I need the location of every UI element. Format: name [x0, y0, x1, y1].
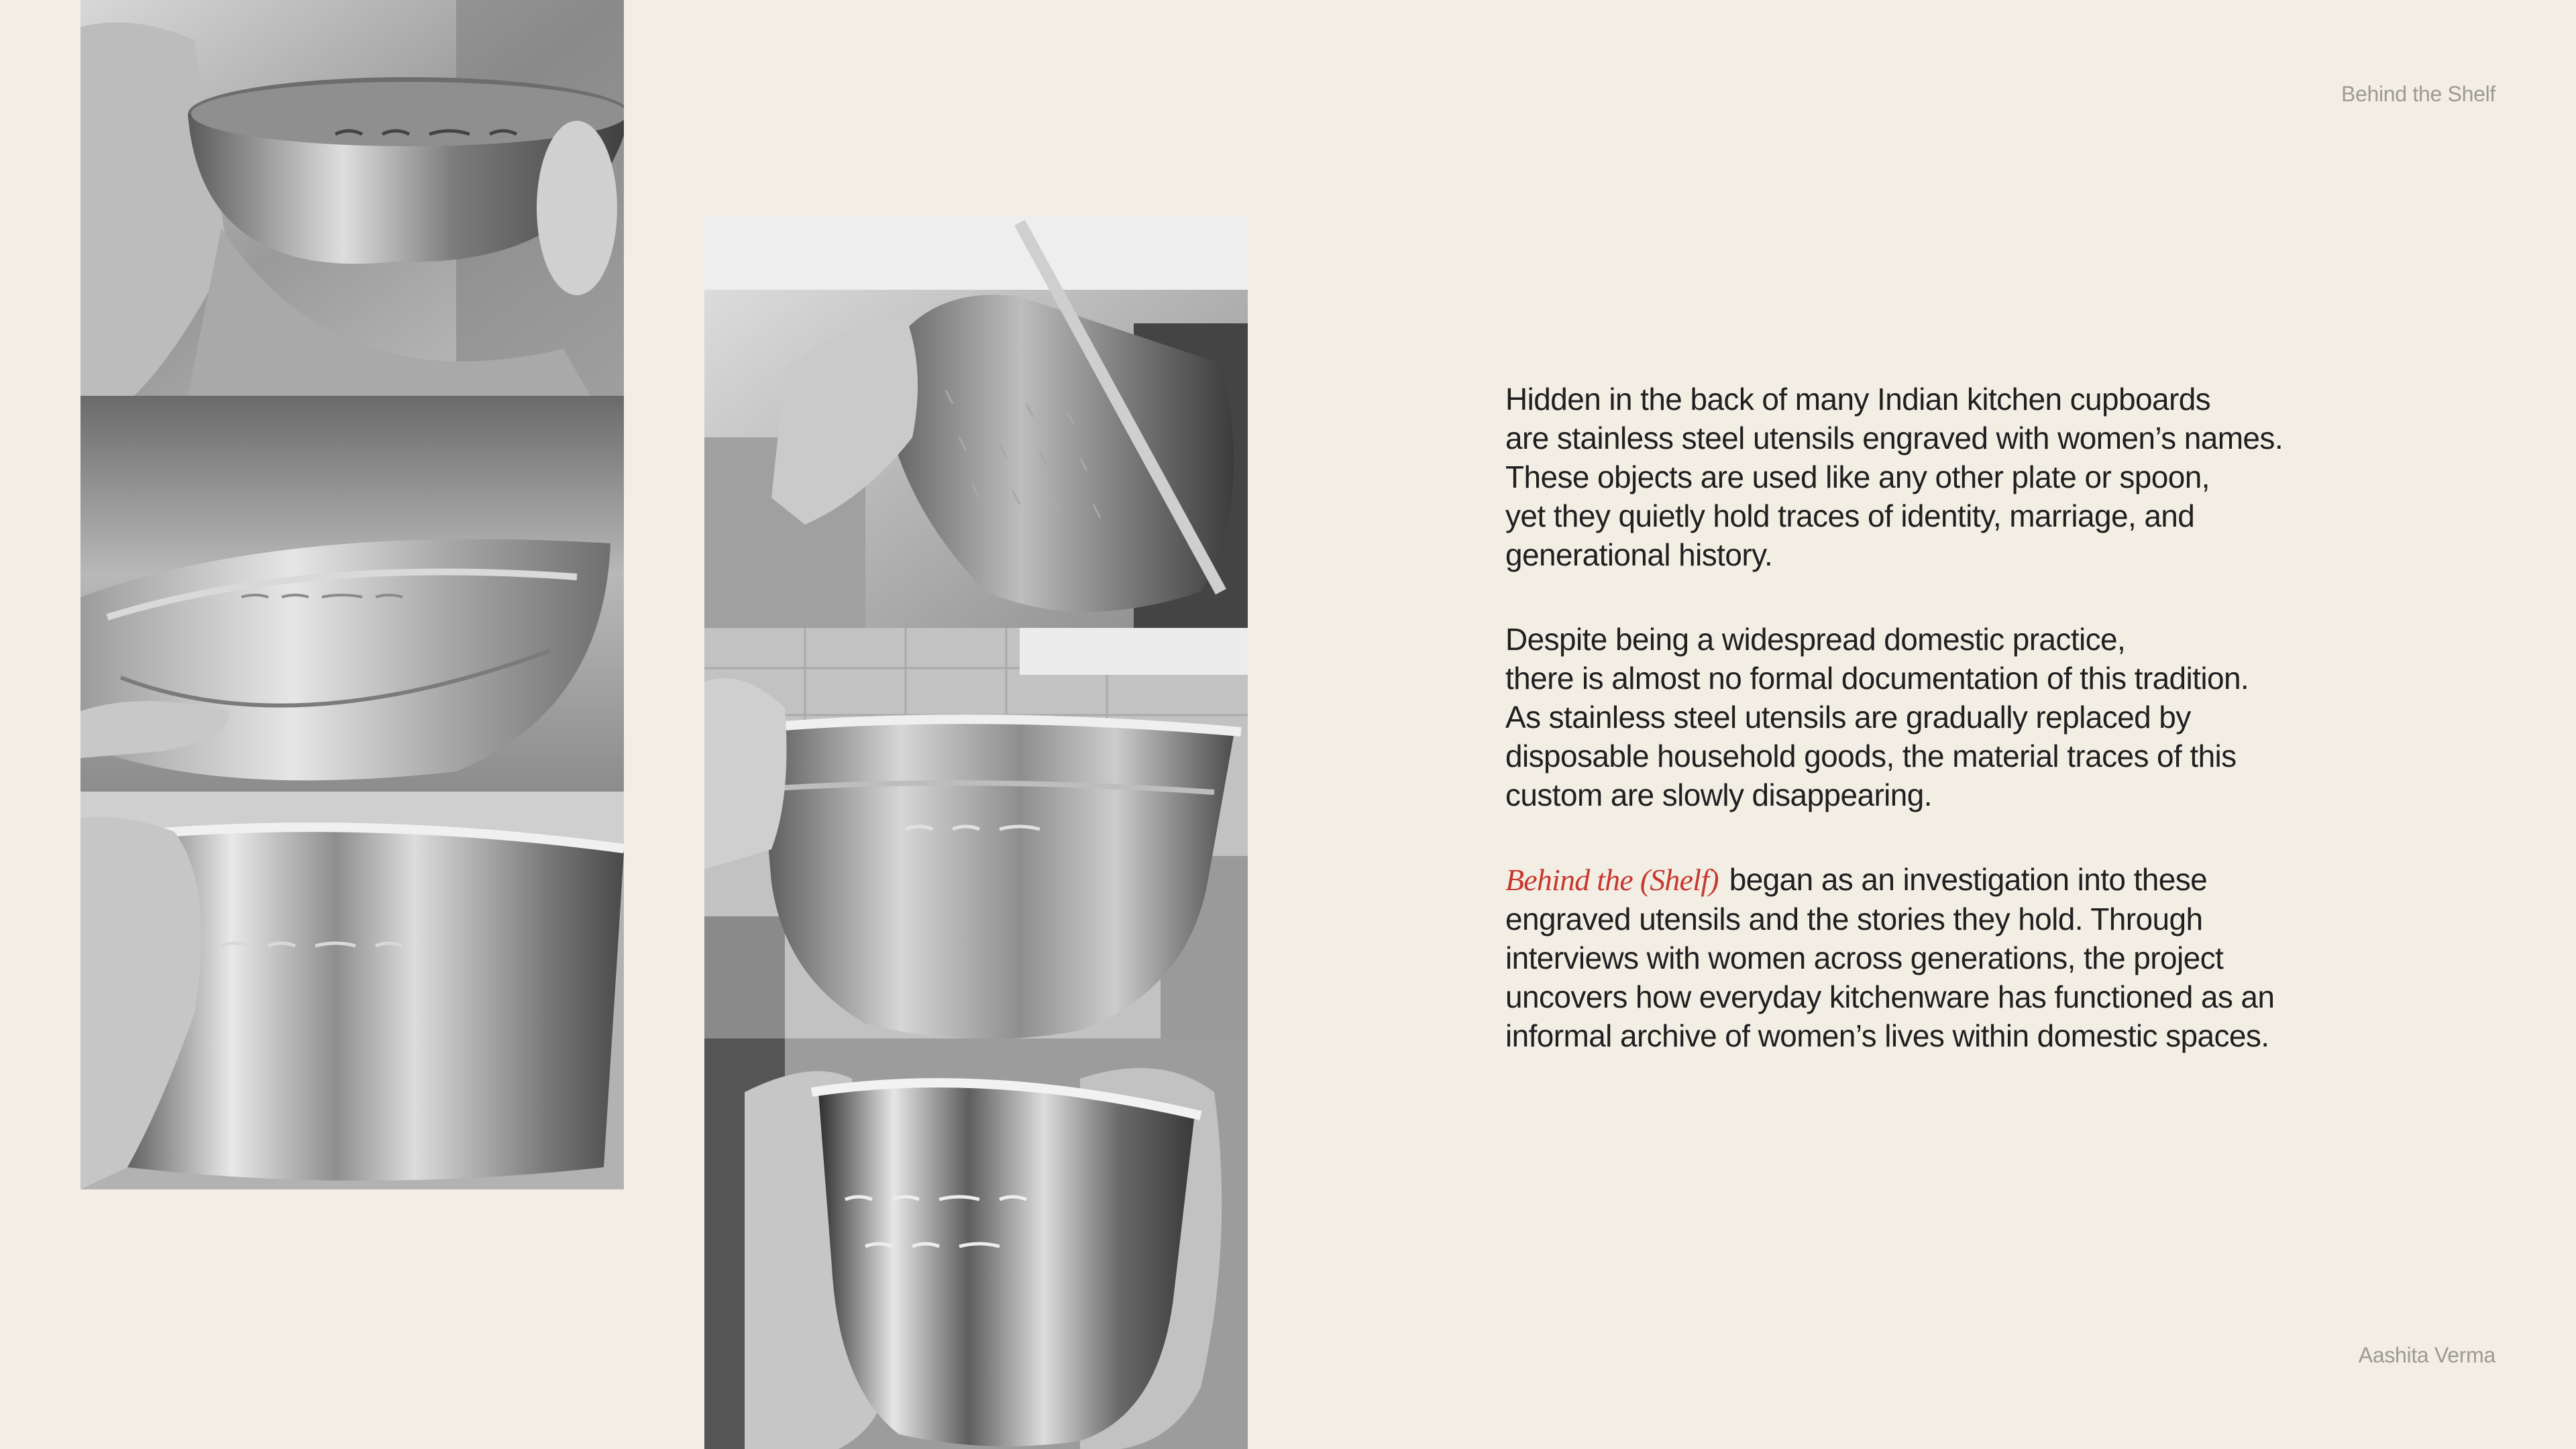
text-line: are stainless steel utensils engraved with women’s names. [1505, 421, 2283, 455]
photo-steel-bowl-engraved [80, 0, 624, 396]
text-line: there is almost no formal documentation of this tradition. [1505, 661, 2249, 696]
paragraph-project [1505, 860, 2377, 1055]
photo-steel-cup-engraved [704, 1038, 1248, 1449]
paragraph-intro [1505, 380, 2377, 574]
text-line: engraved utensils and the stories they hold. Through [1505, 902, 2203, 936]
text-line: uncovers how everyday kitchenware has functioned as an [1505, 979, 2275, 1014]
text-line: yet they quietly hold traces of identity, marriage, and [1505, 498, 2195, 533]
text-line: Despite being a widespread domestic practice, [1505, 622, 2126, 657]
text-line: Hidden in the back of many Indian kitchen cupboards [1505, 382, 2211, 417]
photo-steel-pot-lip [704, 628, 1248, 1038]
text-line: custom are slowly disappearing. [1505, 777, 1932, 812]
text-fragment: began as an investigation into these [1729, 862, 2208, 897]
text-line: As stainless steel utensils are gradually replaced by [1505, 700, 2191, 735]
text-line: disposable household goods, the material traces of this [1505, 739, 2237, 773]
text-line: interviews with women across generations, the project [1505, 941, 2224, 975]
body-text [1505, 380, 2377, 1101]
photo-steel-plate-engraved [80, 396, 624, 792]
photo-steel-pot-engraved [80, 792, 624, 1189]
header-title: Behind the Shelf [2341, 82, 2496, 106]
photo-steel-bowl-tilted [704, 216, 1248, 628]
author-name: Aashita Verma [2358, 1343, 2496, 1367]
paragraph-context [1505, 620, 2377, 814]
text-line: These objects are used like any other plate or spoon, [1505, 460, 2210, 494]
text-line: generational history. [1505, 537, 1773, 572]
text-line: informal archive of women’s lives within domestic spaces. [1505, 1018, 2269, 1053]
text-line [1505, 860, 2377, 900]
project-title-highlight: Behind the (Shelf) [1505, 863, 1719, 897]
